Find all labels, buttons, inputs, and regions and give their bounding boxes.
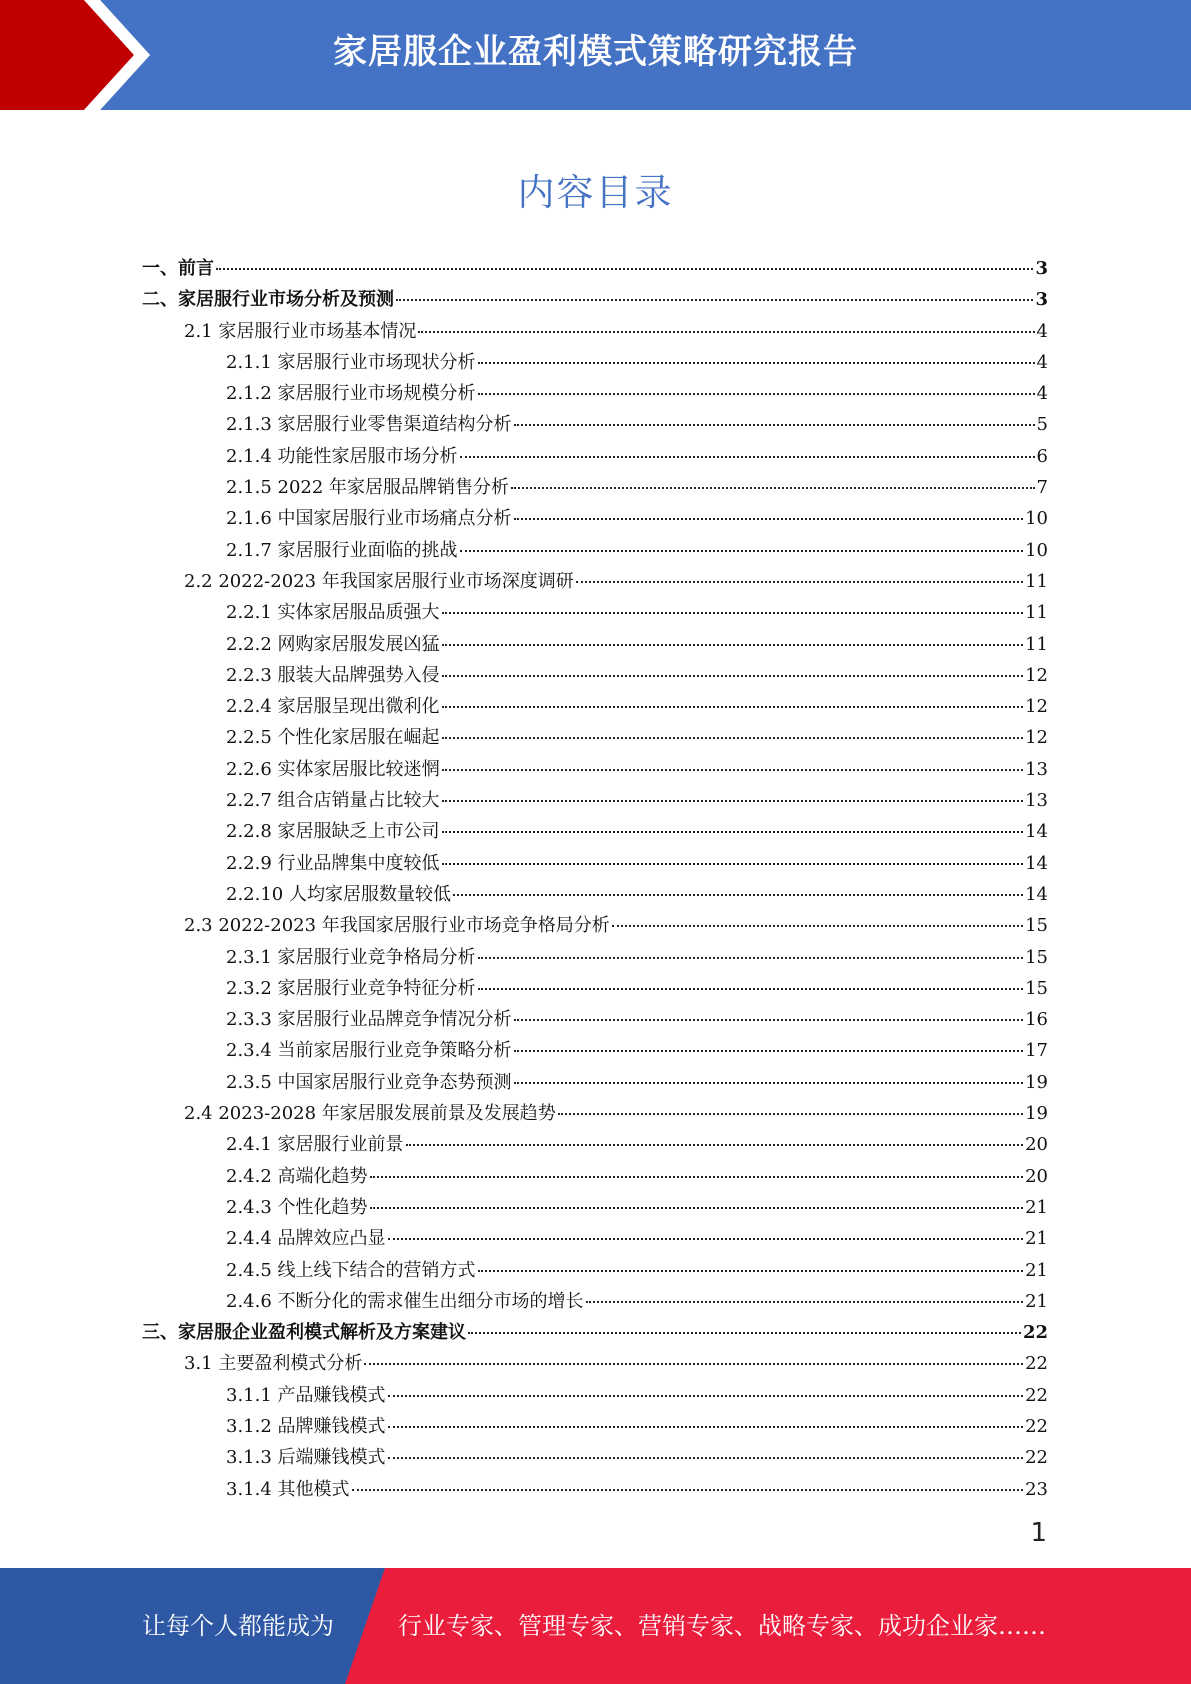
toc-entry-page: 7 bbox=[1036, 477, 1048, 499]
toc-entry[interactable] bbox=[142, 1005, 1048, 1036]
toc-entry[interactable] bbox=[142, 379, 1048, 410]
toc-entry[interactable] bbox=[142, 1381, 1048, 1412]
toc-entry[interactable] bbox=[142, 1068, 1048, 1099]
toc-entry-text: 2.3.5 中国家居服行业竞争态势预测 bbox=[226, 1071, 512, 1093]
toc-dot-leader bbox=[442, 612, 1024, 614]
toc-entry-page: 22 bbox=[1025, 1384, 1048, 1406]
toc-dot-leader bbox=[406, 1144, 1024, 1146]
toc-entry-page: 21 bbox=[1025, 1228, 1048, 1250]
toc-entry[interactable] bbox=[142, 661, 1048, 692]
toc-entry-page: 22 bbox=[1025, 1447, 1048, 1469]
toc-entry-text: 2.1.1 家居服行业市场现状分析 bbox=[226, 351, 476, 373]
toc-entry-page: 6 bbox=[1036, 445, 1048, 467]
toc-entry[interactable] bbox=[142, 1099, 1048, 1130]
toc-dot-leader bbox=[442, 644, 1024, 646]
toc-entry[interactable] bbox=[142, 285, 1048, 316]
toc-entry-text: 2.3 2022-2023 年我国家居服行业市场竞争格局分析 bbox=[184, 915, 610, 937]
toc-dot-leader bbox=[370, 1176, 1024, 1178]
toc-entry-text: 2.2.4 家居服呈现出微利化 bbox=[226, 696, 440, 718]
toc-entry[interactable] bbox=[142, 974, 1048, 1005]
toc-entry-text: 3.1.2 品牌赚钱模式 bbox=[226, 1415, 386, 1437]
toc-entry[interactable] bbox=[142, 723, 1048, 754]
toc-entry-text: 二、家居服行业市场分析及预测 bbox=[142, 289, 394, 311]
toc-entry-page: 11 bbox=[1025, 570, 1048, 592]
toc-entry[interactable] bbox=[142, 1162, 1048, 1193]
toc-dot-leader bbox=[511, 487, 1034, 489]
toc-entry-page: 21 bbox=[1025, 1259, 1048, 1281]
toc-entry-page: 21 bbox=[1025, 1290, 1048, 1312]
toc-entry-page: 12 bbox=[1025, 696, 1048, 718]
toc-entry[interactable] bbox=[142, 1318, 1048, 1349]
toc-entry-text: 2.1.7 家居服行业面临的挑战 bbox=[226, 539, 458, 561]
toc-entry-text: 2.2.6 实体家居服比较迷惘 bbox=[226, 758, 440, 780]
toc-entry-text: 2.1.3 家居服行业零售渠道结构分析 bbox=[226, 414, 512, 436]
toc-entry[interactable] bbox=[142, 1224, 1048, 1255]
toc-dot-leader bbox=[388, 1238, 1024, 1240]
toc-dot-leader bbox=[586, 1301, 1024, 1303]
toc-dot-leader bbox=[558, 1113, 1023, 1115]
toc-dot-leader bbox=[442, 769, 1024, 771]
toc-entry-page: 11 bbox=[1025, 633, 1048, 655]
toc-heading: 内容目录 bbox=[517, 171, 674, 214]
toc-entry-page: 4 bbox=[1036, 383, 1048, 405]
toc-entry[interactable] bbox=[142, 1256, 1048, 1287]
toc-entry-text: 三、家居服企业盈利模式解析及方案建议 bbox=[142, 1322, 466, 1344]
toc-entry[interactable] bbox=[142, 410, 1048, 441]
toc-entry-text: 2.3.3 家居服行业品牌竞争情况分析 bbox=[226, 1009, 512, 1031]
toc-entry-page: 19 bbox=[1025, 1071, 1048, 1093]
toc-entry-text: 3.1.4 其他模式 bbox=[226, 1478, 350, 1500]
toc-entry-text: 2.1.4 功能性家居服市场分析 bbox=[226, 445, 458, 467]
toc-entry-page: 3 bbox=[1035, 289, 1048, 311]
footer-slogan: 让每个人都能成为 bbox=[142, 1612, 334, 1640]
toc-entry-text: 2.2.9 行业品牌集中度较低 bbox=[226, 852, 440, 874]
toc-dot-leader bbox=[478, 362, 1035, 364]
toc-entry-text: 2.2.8 家居服缺乏上市公司 bbox=[226, 821, 440, 843]
toc-entry[interactable] bbox=[142, 1475, 1048, 1506]
toc-entry-text: 3.1 主要盈利模式分析 bbox=[184, 1353, 363, 1375]
toc-entry-text: 2.4.1 家居服行业前景 bbox=[226, 1134, 404, 1156]
toc-entry-text: 2.2.10 人均家居服数量较低 bbox=[226, 883, 451, 905]
toc-dot-leader bbox=[514, 424, 1035, 426]
toc-entry-page: 22 bbox=[1022, 1322, 1048, 1344]
toc-dot-leader bbox=[468, 1332, 1021, 1334]
toc-entry[interactable] bbox=[142, 1349, 1048, 1380]
toc-entry-text: 2.4.6 不断分化的需求催生出细分市场的增长 bbox=[226, 1290, 584, 1312]
toc-entry-text: 2.2.1 实体家居服品质强大 bbox=[226, 602, 440, 624]
toc-entry-text: 2.4 2023-2028 年家居服发展前景及发展趋势 bbox=[184, 1103, 556, 1125]
toc-entry-page: 11 bbox=[1025, 602, 1048, 624]
toc-entry-text: 2.2.3 服装大品牌强势入侵 bbox=[226, 664, 440, 686]
header-bar bbox=[0, 0, 1191, 110]
toc-entry-page: 17 bbox=[1025, 1040, 1048, 1062]
toc-entry-page: 4 bbox=[1036, 320, 1048, 342]
toc-dot-leader bbox=[453, 894, 1023, 896]
toc-entry-page: 14 bbox=[1025, 883, 1048, 905]
toc-entry[interactable] bbox=[142, 911, 1048, 942]
toc-entry-page: 12 bbox=[1025, 664, 1048, 686]
toc-entry-text: 2.3.1 家居服行业竞争格局分析 bbox=[226, 946, 476, 968]
toc-entry-page: 3 bbox=[1035, 258, 1048, 279]
toc-entry[interactable] bbox=[142, 755, 1048, 786]
toc-entry[interactable] bbox=[142, 254, 1048, 285]
toc-entry-page: 20 bbox=[1025, 1165, 1048, 1187]
toc-dot-leader bbox=[418, 331, 1034, 333]
toc-entry-page: 16 bbox=[1025, 1009, 1048, 1031]
toc-dot-leader bbox=[514, 1082, 1024, 1084]
toc-entry-page: 22 bbox=[1025, 1353, 1048, 1375]
toc-entry-text: 3.1.3 后端赚钱模式 bbox=[226, 1447, 386, 1469]
toc-entry[interactable] bbox=[142, 849, 1048, 880]
toc-entry-text: 2.1.5 2022 年家居服品牌销售分析 bbox=[226, 477, 510, 499]
toc-dot-leader bbox=[460, 456, 1035, 458]
toc-entry-text: 2.1 家居服行业市场基本情况 bbox=[184, 320, 417, 342]
toc-entry[interactable] bbox=[142, 473, 1048, 504]
toc-entry-text: 2.3.4 当前家居服行业竞争策略分析 bbox=[226, 1040, 512, 1062]
toc-entry-page: 13 bbox=[1025, 758, 1048, 780]
toc-dot-leader bbox=[442, 863, 1024, 865]
toc-entry-text: 2.3.2 家居服行业竞争特征分析 bbox=[226, 977, 476, 999]
toc-entry[interactable] bbox=[142, 880, 1048, 911]
toc-entry-page: 15 bbox=[1025, 977, 1048, 999]
toc-entry-text: 2.2.7 组合店销量占比较大 bbox=[226, 790, 440, 812]
toc-entry[interactable] bbox=[142, 1036, 1048, 1067]
toc-entry-text: 2.4.4 品牌效应凸显 bbox=[226, 1228, 386, 1250]
toc-dot-leader bbox=[388, 1395, 1024, 1397]
toc-entry-page: 10 bbox=[1025, 508, 1048, 530]
toc-dot-leader bbox=[396, 299, 1033, 301]
toc-dot-leader bbox=[478, 1270, 1024, 1272]
toc-dot-leader bbox=[388, 1426, 1024, 1428]
toc-entry-page: 12 bbox=[1025, 727, 1048, 749]
toc-entry-text: 2.4.3 个性化趋势 bbox=[226, 1196, 368, 1218]
table-of-contents bbox=[142, 254, 1048, 1506]
toc-entry-text: 2.1.2 家居服行业市场规模分析 bbox=[226, 383, 476, 405]
toc-dot-leader bbox=[576, 581, 1023, 583]
toc-entry[interactable] bbox=[142, 1443, 1048, 1474]
toc-entry[interactable] bbox=[142, 567, 1048, 598]
toc-entry-page: 22 bbox=[1025, 1415, 1048, 1437]
toc-entry-page: 21 bbox=[1025, 1196, 1048, 1218]
toc-entry-page: 19 bbox=[1025, 1103, 1048, 1125]
toc-dot-leader bbox=[514, 1050, 1024, 1052]
toc-dot-leader bbox=[442, 675, 1024, 677]
footer-bar bbox=[0, 1568, 1191, 1684]
toc-entry[interactable] bbox=[142, 692, 1048, 723]
toc-dot-leader bbox=[612, 925, 1023, 927]
toc-entry-text: 2.1.6 中国家居服行业市场痛点分析 bbox=[226, 508, 512, 530]
toc-entry[interactable] bbox=[142, 1130, 1048, 1161]
toc-entry-page: 20 bbox=[1025, 1134, 1048, 1156]
toc-dot-leader bbox=[478, 988, 1024, 990]
toc-entry[interactable] bbox=[142, 504, 1048, 535]
toc-dot-leader bbox=[364, 1363, 1023, 1365]
toc-dot-leader bbox=[478, 957, 1024, 959]
footer-roles: 行业专家、管理专家、营销专家、战略专家、成功企业家…… bbox=[398, 1612, 1046, 1640]
toc-entry-page: 5 bbox=[1036, 414, 1048, 436]
toc-entry[interactable] bbox=[142, 536, 1048, 567]
toc-entry[interactable] bbox=[142, 348, 1048, 379]
toc-dot-leader bbox=[514, 518, 1024, 520]
toc-entry[interactable] bbox=[142, 786, 1048, 817]
toc-dot-leader bbox=[352, 1489, 1024, 1491]
toc-dot-leader bbox=[514, 1019, 1024, 1021]
toc-entry-text: 2.2.5 个性化家居服在崛起 bbox=[226, 727, 440, 749]
toc-dot-leader bbox=[370, 1207, 1024, 1209]
toc-dot-leader bbox=[460, 550, 1024, 552]
toc-entry-text: 2.4.5 线上线下结合的营销方式 bbox=[226, 1259, 476, 1281]
toc-dot-leader bbox=[442, 831, 1024, 833]
toc-entry[interactable] bbox=[142, 943, 1048, 974]
toc-dot-leader bbox=[442, 800, 1024, 802]
toc-entry[interactable] bbox=[142, 598, 1048, 629]
toc-dot-leader bbox=[216, 268, 1033, 270]
toc-entry-page: 13 bbox=[1025, 790, 1048, 812]
toc-entry-page: 14 bbox=[1025, 821, 1048, 843]
toc-entry-page: 10 bbox=[1025, 539, 1048, 561]
toc-entry-page: 14 bbox=[1025, 852, 1048, 874]
toc-dot-leader bbox=[442, 737, 1024, 739]
toc-entry-text: 3.1.1 产品赚钱模式 bbox=[226, 1384, 386, 1406]
toc-dot-leader bbox=[478, 393, 1035, 395]
toc-dot-leader bbox=[442, 706, 1024, 708]
toc-entry[interactable] bbox=[142, 817, 1048, 848]
toc-entry-page: 4 bbox=[1036, 351, 1048, 373]
toc-entry[interactable] bbox=[142, 1287, 1048, 1318]
toc-dot-leader bbox=[388, 1457, 1024, 1459]
toc-entry-text: 2.2.2 网购家居服发展凶猛 bbox=[226, 633, 440, 655]
toc-entry[interactable] bbox=[142, 442, 1048, 473]
toc-entry[interactable] bbox=[142, 1193, 1048, 1224]
toc-entry[interactable] bbox=[142, 630, 1048, 661]
toc-entry-page: 23 bbox=[1025, 1478, 1048, 1500]
toc-entry[interactable] bbox=[142, 1412, 1048, 1443]
toc-entry-text: 2.2 2022-2023 年我国家居服行业市场深度调研 bbox=[184, 570, 574, 592]
toc-entry-text: 一、前言 bbox=[142, 258, 214, 279]
page-number: 1 bbox=[1030, 1518, 1047, 1548]
toc-entry-page: 15 bbox=[1025, 915, 1048, 937]
toc-entry[interactable] bbox=[142, 317, 1048, 348]
report-title: 家居服企业盈利模式策略研究报告 bbox=[333, 32, 858, 72]
toc-entry-page: 15 bbox=[1025, 946, 1048, 968]
toc-entry-text: 2.4.2 高端化趋势 bbox=[226, 1165, 368, 1187]
